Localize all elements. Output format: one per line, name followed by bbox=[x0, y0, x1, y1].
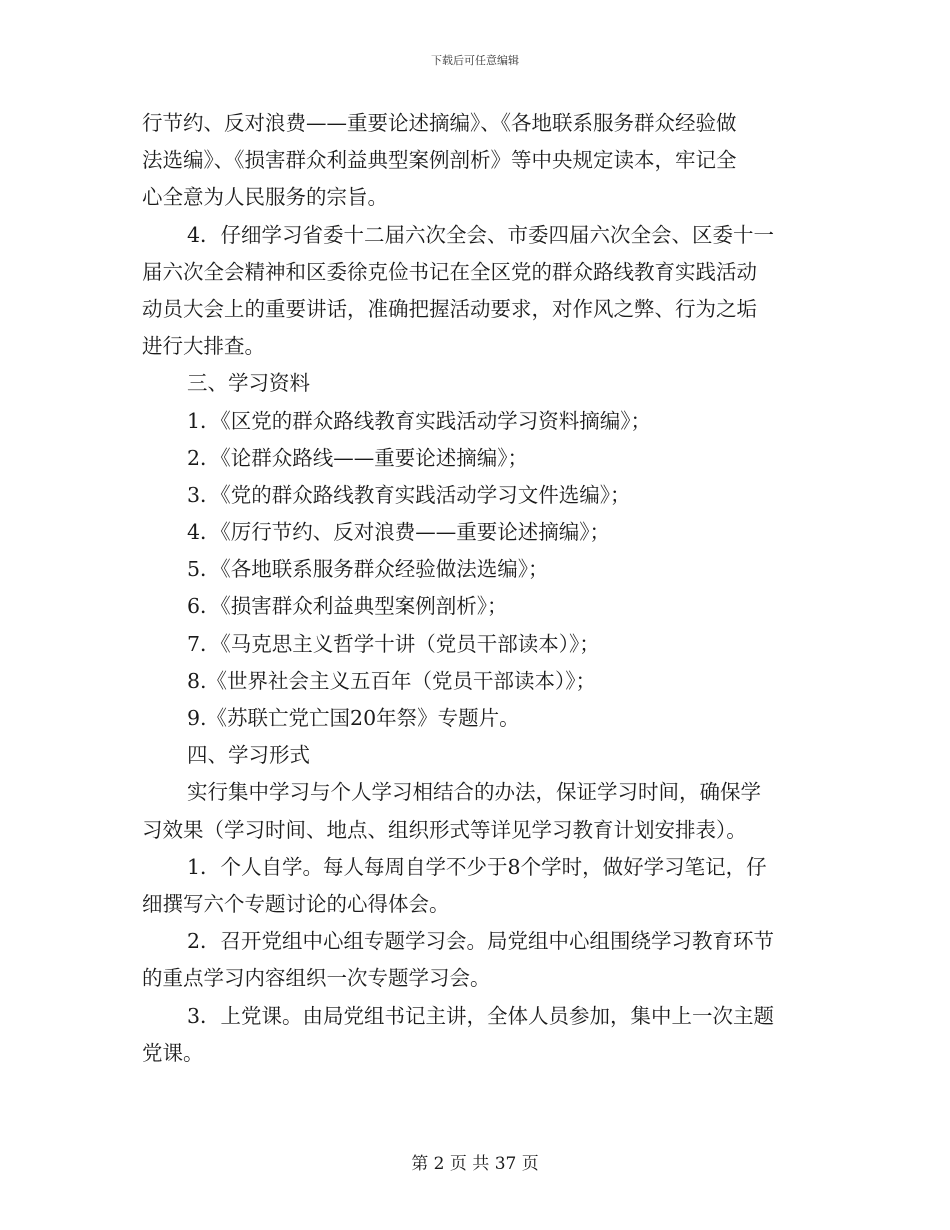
section-heading: 四、学习形式 bbox=[187, 743, 310, 768]
paragraph-start-line: 4．仔细学习省委十二届六次全会、市委四届六次全会、区委十一 bbox=[187, 222, 775, 247]
body-line: 进行大排查。 bbox=[142, 334, 265, 359]
body-line: 届六次全会精神和区委徐克俭书记在全区党的群众路线教育实践活动 bbox=[142, 259, 757, 284]
body-line: 的重点学习内容组织一次专题学习会。 bbox=[142, 966, 491, 991]
paragraph-start-line: 2．召开党组中心组专题学习会。局党组中心组围绕学习教育环节 bbox=[187, 929, 775, 954]
body-line: 心全意为人民服务的宗旨。 bbox=[142, 185, 388, 210]
document-body bbox=[142, 105, 810, 1072]
body-line: 习效果（学习时间、地点、组织形式等详见学习教育计划安排表）。 bbox=[142, 817, 747, 842]
section-heading: 三、学习资料 bbox=[187, 371, 310, 396]
paragraph-start-line: 3．上党课。由局党组书记主讲，全体人员参加，集中上一次主题 bbox=[187, 1003, 775, 1028]
list-item: 7．《马克思主义哲学十讲（党员干部读本）》； bbox=[187, 631, 600, 656]
body-line: 党课。 bbox=[142, 1040, 204, 1065]
list-item: 8.《世界社会主义五百年（党员干部读本）》； bbox=[187, 668, 597, 693]
body-line: 动员大会上的重要讲话，准确把握活动要求，对作风之弊、行为之垢 bbox=[142, 296, 757, 321]
paragraph-start-line: 实行集中学习与个人学习相结合的办法，保证学习时间，确保学 bbox=[187, 780, 761, 805]
list-item: 3．《党的群众路线教育实践活动学习文件选编》； bbox=[187, 482, 631, 507]
list-item: 4．《厉行节约、反对浪费——重要论述摘编》； bbox=[187, 520, 611, 545]
body-line: 法选编》、《损害群众利益典型案例剖析》等中央规定读本，牢记全 bbox=[142, 148, 737, 173]
list-item: 2．《论群众路线——重要论述摘编》； bbox=[187, 445, 529, 470]
list-item: 9.《苏联亡党亡国20年祭》专题片。 bbox=[187, 706, 520, 730]
list-item: 6．《损害群众利益典型案例剖析》； bbox=[187, 594, 508, 619]
body-line: 行节约、反对浪费——重要论述摘编》、《各地联系服务群众经验做 bbox=[142, 111, 737, 135]
page-number-footer: 第 2 页 共 37 页 bbox=[411, 1154, 539, 1174]
body-line: 细撰写六个专题讨论的心得体会。 bbox=[142, 891, 450, 916]
page-header-note: 下载后可任意编辑 bbox=[431, 54, 519, 67]
list-item: 5．《各地联系服务群众经验做法选编》； bbox=[187, 557, 549, 582]
list-item: 1．《区党的群众路线教育实践活动学习资料摘编》； bbox=[187, 408, 652, 433]
paragraph-start-line: 1．个人自学。每人每周自学不少于8个学时，做好学习笔记，仔 bbox=[187, 854, 767, 879]
